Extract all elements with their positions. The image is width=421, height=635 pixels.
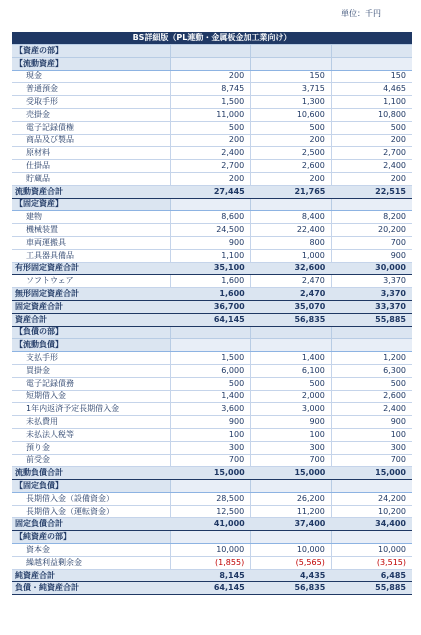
- value-cell-period-1: 12,500: [170, 505, 251, 518]
- table-row: [12, 556, 412, 569]
- value-cell-period-3: 2,400: [331, 403, 412, 416]
- row-label: 車両運搬具: [12, 236, 170, 249]
- value-cell-period-1: 200: [170, 134, 251, 147]
- row-label: 建物: [12, 211, 170, 224]
- table-row: [12, 224, 412, 237]
- row-label: 買掛金: [12, 364, 170, 377]
- row-label: 無形固定資産合計: [12, 288, 170, 301]
- section-header-row: [12, 480, 412, 493]
- row-label: 現金: [12, 70, 170, 83]
- table-row: [12, 428, 412, 441]
- value-cell-period-1: [170, 339, 251, 352]
- row-label: 有形固定資産合計: [12, 262, 170, 275]
- total-row: [12, 288, 412, 301]
- section-header-row: [12, 57, 412, 70]
- value-cell-period-2: 2,600: [251, 160, 332, 173]
- row-label: 前受金: [12, 454, 170, 467]
- value-cell-period-3: [331, 480, 412, 493]
- value-cell-period-2: 37,400: [251, 518, 332, 531]
- value-cell-period-1: 300: [170, 441, 251, 454]
- row-label: 長期借入金（設備資金）: [12, 492, 170, 505]
- value-cell-period-3: 100: [331, 428, 412, 441]
- value-cell-period-1: 200: [170, 172, 251, 185]
- value-cell-period-1: [170, 326, 251, 339]
- row-label: 【固定資産】: [12, 198, 170, 211]
- value-cell-period-2: 21,765: [251, 185, 332, 198]
- value-cell-period-3: 30,000: [331, 262, 412, 275]
- row-label: 繰越利益剰余金: [12, 556, 170, 569]
- value-cell-period-1: 1,600: [170, 275, 251, 288]
- table-title: BS詳細版（PL連動・金属板金加工業向け）: [12, 32, 412, 45]
- total-row: [12, 582, 412, 595]
- table-row: [12, 83, 412, 96]
- table-row: [12, 249, 412, 262]
- value-cell-period-2: 1,300: [251, 96, 332, 109]
- value-cell-period-2: 11,200: [251, 505, 332, 518]
- total-row: [12, 313, 412, 326]
- value-cell-period-1: 24,500: [170, 224, 251, 237]
- row-label: 【純資産の部】: [12, 531, 170, 544]
- value-cell-period-2: 800: [251, 236, 332, 249]
- table-row: [12, 352, 412, 365]
- value-cell-period-2: (5,565): [251, 556, 332, 569]
- value-cell-period-1: 36,700: [170, 300, 251, 313]
- value-cell-period-1: 27,445: [170, 185, 251, 198]
- value-cell-period-2: 10,000: [251, 544, 332, 557]
- value-cell-period-3: 3,370: [331, 288, 412, 301]
- value-cell-period-2: [251, 339, 332, 352]
- value-cell-period-3: (3,515): [331, 556, 412, 569]
- row-label: 電子記録債務: [12, 377, 170, 390]
- value-cell-period-3: 33,370: [331, 300, 412, 313]
- value-cell-period-1: [170, 198, 251, 211]
- value-cell-period-3: 3,370: [331, 275, 412, 288]
- row-label: 電子記録債権: [12, 121, 170, 134]
- row-label: 売掛金: [12, 108, 170, 121]
- table-row: [12, 236, 412, 249]
- value-cell-period-3: 700: [331, 454, 412, 467]
- value-cell-period-3: [331, 326, 412, 339]
- value-cell-period-2: 26,200: [251, 492, 332, 505]
- value-cell-period-2: 2,470: [251, 275, 332, 288]
- table-row: [12, 505, 412, 518]
- row-label: 資本金: [12, 544, 170, 557]
- value-cell-period-3: 24,200: [331, 492, 412, 505]
- value-cell-period-2: [251, 57, 332, 70]
- total-row: [12, 262, 412, 275]
- value-cell-period-1: 2,400: [170, 147, 251, 160]
- table-row: [12, 160, 412, 173]
- value-cell-period-3: 34,400: [331, 518, 412, 531]
- section-header-row: [12, 326, 412, 339]
- table-row: [12, 441, 412, 454]
- row-label: 受取手形: [12, 96, 170, 109]
- value-cell-period-3: [331, 45, 412, 58]
- value-cell-period-3: 8,200: [331, 211, 412, 224]
- value-cell-period-3: 900: [331, 249, 412, 262]
- value-cell-period-3: 300: [331, 441, 412, 454]
- row-label: 資産合計: [12, 313, 170, 326]
- value-cell-period-3: 2,600: [331, 390, 412, 403]
- row-label: 未払法人税等: [12, 428, 170, 441]
- value-cell-period-3: 10,800: [331, 108, 412, 121]
- row-label: 長期借入金（運転資金）: [12, 505, 170, 518]
- total-row: [12, 518, 412, 531]
- value-cell-period-1: 41,000: [170, 518, 251, 531]
- row-label: ソフトウェア: [12, 275, 170, 288]
- value-cell-period-1: [170, 480, 251, 493]
- table-row: [12, 108, 412, 121]
- value-cell-period-1: 100: [170, 428, 251, 441]
- value-cell-period-1: [170, 57, 251, 70]
- value-cell-period-3: 15,000: [331, 467, 412, 480]
- total-row: [12, 569, 412, 582]
- row-label: 仕掛品: [12, 160, 170, 173]
- value-cell-period-3: 900: [331, 416, 412, 429]
- value-cell-period-2: [251, 531, 332, 544]
- row-label: 商品及び製品: [12, 134, 170, 147]
- value-cell-period-3: 500: [331, 377, 412, 390]
- value-cell-period-1: [170, 531, 251, 544]
- row-label: 短期借入金: [12, 390, 170, 403]
- value-cell-period-3: 200: [331, 172, 412, 185]
- row-label: 【流動負債】: [12, 339, 170, 352]
- value-cell-period-1: 1,100: [170, 249, 251, 262]
- value-cell-period-2: 500: [251, 377, 332, 390]
- value-cell-period-3: 10,200: [331, 505, 412, 518]
- table-row: [12, 275, 412, 288]
- value-cell-period-1: 1,400: [170, 390, 251, 403]
- table-row: [12, 211, 412, 224]
- row-label: 原材料: [12, 147, 170, 160]
- table-row: [12, 377, 412, 390]
- row-label: 固定資産合計: [12, 300, 170, 313]
- value-cell-period-2: 2,000: [251, 390, 332, 403]
- row-label: 純資産合計: [12, 569, 170, 582]
- table-row: [12, 172, 412, 185]
- value-cell-period-2: 2,470: [251, 288, 332, 301]
- value-cell-period-1: 11,000: [170, 108, 251, 121]
- value-cell-period-3: [331, 57, 412, 70]
- value-cell-period-2: 1,400: [251, 352, 332, 365]
- table-row: [12, 403, 412, 416]
- value-cell-period-3: 1,100: [331, 96, 412, 109]
- value-cell-period-1: 64,145: [170, 582, 251, 595]
- value-cell-period-3: 1,200: [331, 352, 412, 365]
- row-label: 貯蔵品: [12, 172, 170, 185]
- table-row: [12, 364, 412, 377]
- row-label: 【流動資産】: [12, 57, 170, 70]
- value-cell-period-1: 8,600: [170, 211, 251, 224]
- value-cell-period-2: 900: [251, 416, 332, 429]
- value-cell-period-2: 2,500: [251, 147, 332, 160]
- balance-sheet-table: [12, 32, 412, 595]
- value-cell-period-1: 200: [170, 70, 251, 83]
- table-row: [12, 70, 412, 83]
- value-cell-period-2: 8,400: [251, 211, 332, 224]
- row-label: 流動負債合計: [12, 467, 170, 480]
- value-cell-period-3: 6,485: [331, 569, 412, 582]
- value-cell-period-3: 10,000: [331, 544, 412, 557]
- value-cell-period-2: [251, 326, 332, 339]
- value-cell-period-2: [251, 45, 332, 58]
- section-header-row: [12, 198, 412, 211]
- total-row: [12, 467, 412, 480]
- value-cell-period-2: 700: [251, 454, 332, 467]
- value-cell-period-1: 8,745: [170, 83, 251, 96]
- value-cell-period-1: 64,145: [170, 313, 251, 326]
- table-row: [12, 134, 412, 147]
- row-label: 負債・純資産合計: [12, 582, 170, 595]
- value-cell-period-2: [251, 480, 332, 493]
- row-label: 未払費用: [12, 416, 170, 429]
- value-cell-period-1: 1,600: [170, 288, 251, 301]
- value-cell-period-3: 4,465: [331, 83, 412, 96]
- value-cell-period-1: 35,100: [170, 262, 251, 275]
- value-cell-period-2: 300: [251, 441, 332, 454]
- value-cell-period-3: 55,885: [331, 582, 412, 595]
- section-header-row: [12, 531, 412, 544]
- value-cell-period-1: 8,145: [170, 569, 251, 582]
- table-row: [12, 147, 412, 160]
- table-row: [12, 454, 412, 467]
- value-cell-period-2: 6,100: [251, 364, 332, 377]
- value-cell-period-3: [331, 339, 412, 352]
- value-cell-period-2: 500: [251, 121, 332, 134]
- value-cell-period-1: 500: [170, 121, 251, 134]
- row-label: 流動資産合計: [12, 185, 170, 198]
- value-cell-period-3: [331, 531, 412, 544]
- value-cell-period-2: 3,715: [251, 83, 332, 96]
- value-cell-period-3: 55,885: [331, 313, 412, 326]
- row-label: 固定負債合計: [12, 518, 170, 531]
- value-cell-period-2: 150: [251, 70, 332, 83]
- value-cell-period-2: 4,435: [251, 569, 332, 582]
- value-cell-period-1: 700: [170, 454, 251, 467]
- table-row: [12, 416, 412, 429]
- value-cell-period-3: 500: [331, 121, 412, 134]
- value-cell-period-1: 900: [170, 416, 251, 429]
- row-label: 工具器具備品: [12, 249, 170, 262]
- table-row: [12, 492, 412, 505]
- table-row: [12, 544, 412, 557]
- value-cell-period-2: 10,600: [251, 108, 332, 121]
- value-cell-period-1: 500: [170, 377, 251, 390]
- row-label: 【固定負債】: [12, 480, 170, 493]
- unit-label: 単位：千円: [341, 9, 381, 18]
- value-cell-period-2: 22,400: [251, 224, 332, 237]
- value-cell-period-1: 3,600: [170, 403, 251, 416]
- value-cell-period-2: 200: [251, 172, 332, 185]
- value-cell-period-2: 3,000: [251, 403, 332, 416]
- row-label: 支払手形: [12, 352, 170, 365]
- value-cell-period-1: 10,000: [170, 544, 251, 557]
- table-title-row: [12, 32, 412, 45]
- value-cell-period-1: (1,855): [170, 556, 251, 569]
- row-label: 機械装置: [12, 224, 170, 237]
- value-cell-period-1: 28,500: [170, 492, 251, 505]
- value-cell-period-1: 900: [170, 236, 251, 249]
- value-cell-period-3: [331, 198, 412, 211]
- value-cell-period-3: 2,700: [331, 147, 412, 160]
- value-cell-period-2: 56,835: [251, 313, 332, 326]
- section-header-row: [12, 339, 412, 352]
- value-cell-period-2: 200: [251, 134, 332, 147]
- table-row: [12, 390, 412, 403]
- row-label: 【負債の部】: [12, 326, 170, 339]
- row-label: 【資産の部】: [12, 45, 170, 58]
- value-cell-period-1: 15,000: [170, 467, 251, 480]
- value-cell-period-1: 6,000: [170, 364, 251, 377]
- total-row: [12, 300, 412, 313]
- row-label: 普通預金: [12, 83, 170, 96]
- value-cell-period-2: 56,835: [251, 582, 332, 595]
- value-cell-period-1: [170, 45, 251, 58]
- value-cell-period-2: 35,070: [251, 300, 332, 313]
- value-cell-period-1: 2,700: [170, 160, 251, 173]
- table-row: [12, 96, 412, 109]
- row-label: 預り金: [12, 441, 170, 454]
- value-cell-period-3: 200: [331, 134, 412, 147]
- value-cell-period-2: [251, 198, 332, 211]
- value-cell-period-3: 700: [331, 236, 412, 249]
- value-cell-period-2: 100: [251, 428, 332, 441]
- value-cell-period-3: 150: [331, 70, 412, 83]
- value-cell-period-2: 1,000: [251, 249, 332, 262]
- section-header-row: [12, 45, 412, 58]
- value-cell-period-1: 1,500: [170, 352, 251, 365]
- value-cell-period-3: 20,200: [331, 224, 412, 237]
- value-cell-period-3: 22,515: [331, 185, 412, 198]
- value-cell-period-2: 15,000: [251, 467, 332, 480]
- value-cell-period-2: 32,600: [251, 262, 332, 275]
- value-cell-period-3: 6,300: [331, 364, 412, 377]
- total-row: [12, 185, 412, 198]
- value-cell-period-1: 1,500: [170, 96, 251, 109]
- table-row: [12, 121, 412, 134]
- row-label: 1年内返済予定長期借入金: [12, 403, 170, 416]
- value-cell-period-3: 2,400: [331, 160, 412, 173]
